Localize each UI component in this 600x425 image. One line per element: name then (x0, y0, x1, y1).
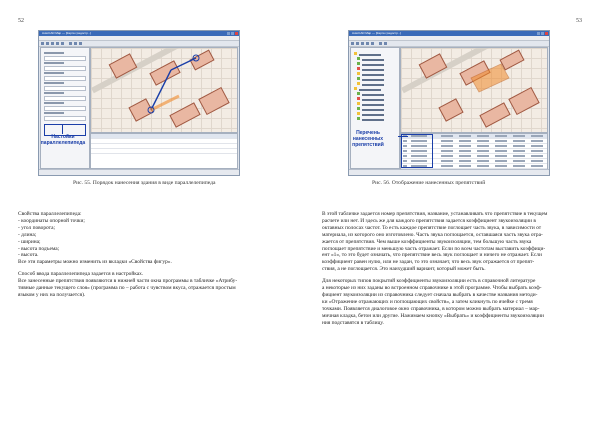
tree-item (357, 117, 384, 120)
toolbar-icon (69, 42, 72, 45)
text-line: коэффициент равен нулю, или не задан, то это означает, что весь звук отражается от препят- (322, 259, 535, 266)
maximize-icon (541, 32, 544, 35)
tree-item (354, 52, 381, 55)
text-line: языком у них на получается). (18, 291, 86, 298)
property-field (44, 96, 86, 101)
property-field (44, 56, 86, 61)
text-line: ки «Отражение отражающих и поглощающих свойств», а затем кликнуть по ячейке с тремя (322, 298, 533, 305)
right-page-number: 53 (576, 18, 582, 24)
text-line: Способ ввода параллелепипеда задается в настройках. (18, 271, 144, 278)
right-paragraph-2 (322, 278, 584, 326)
text-line: ния подставятся в таблицу. (322, 319, 384, 326)
window-title: AutoCAD Map — [Карта градостр...] (42, 31, 92, 35)
left-figure-screenshot (38, 30, 240, 176)
text-line: точками. Появляется диалоговое окно справочника, в котором можно выбрать материал – мар- (322, 305, 540, 312)
text-line: - высота. (18, 252, 39, 259)
left-figure-callout (40, 134, 86, 146)
property-field (44, 86, 86, 91)
minimize-icon (537, 32, 540, 35)
tree-item (357, 82, 384, 85)
left-page-number: 52 (18, 18, 24, 24)
left-figure-caption: Рис. 55. Порядок нанесения здания в виде параллелепипеда (73, 180, 216, 186)
property-label (44, 82, 64, 84)
text-line: ствия, а не поглощается. Это наихудший вариант, который может быть. (322, 266, 486, 273)
attribute-table (90, 133, 238, 169)
property-label (44, 62, 64, 64)
text-line: мичная кладка, бетон или другие. Нажимаем кнопку «Выбрать» и коэффициенты звукоизоляции (322, 312, 544, 319)
close-icon (235, 32, 238, 35)
text-line: расчете или нет. И здесь же для каждого препятствия задается коэффициент звукоизоляции в (322, 217, 536, 224)
toolbar-icon (41, 42, 44, 45)
property-label (44, 52, 64, 54)
property-field (44, 106, 86, 111)
right-figure-caption: Рис. 56. Отображение нанесенных препятствий (372, 180, 486, 186)
tree-item (357, 62, 384, 65)
property-field (44, 116, 86, 121)
property-label (44, 92, 64, 94)
right-figure-screenshot (348, 30, 550, 176)
tree-item (357, 77, 384, 80)
toolbar-icon (56, 42, 59, 45)
text-line: октавных полосах частот. То есть каждое препятствие поглощает часть звука, в зависимости от (322, 224, 542, 231)
layer-tree-panel (350, 47, 400, 169)
toolbar-icon (79, 42, 82, 45)
text-line: - длина; (18, 231, 37, 238)
toolbar-icon (371, 42, 374, 45)
left-paragraph-1 (18, 211, 278, 266)
callout-arrow (62, 125, 63, 134)
left-body-text (18, 211, 278, 304)
tree-item (357, 97, 384, 100)
text-line: фициент звукоизоляции из справочника следует сначала выбрать в качестве названия методи- (322, 291, 538, 298)
text-line: Все эти параметры можно изменить из вкладки «Свойства фигур». (18, 259, 172, 266)
toolbar-icon (46, 42, 49, 45)
toolbar-icon (351, 42, 354, 45)
tree-item (357, 67, 384, 70)
map-view (90, 47, 238, 133)
toolbar-icon (379, 42, 382, 45)
text-line: В этой табличке задается номер препятствия, название, устанавливать что препятствие в текущем (322, 211, 548, 217)
property-field (44, 76, 86, 81)
tree-item (354, 87, 381, 90)
tree-item (357, 72, 384, 75)
drawing-overlay (91, 48, 238, 132)
toolbar-icon (74, 42, 77, 45)
property-label (44, 102, 64, 104)
status-bar (349, 169, 549, 175)
right-figure-callout (340, 130, 396, 148)
highlight-box (401, 134, 433, 168)
left-paragraph-2 (18, 271, 278, 299)
toolbar-icon (384, 42, 387, 45)
text-line: Все занесенные препятствия появляются в нижней части окна программы в табличке «Атрибу- (18, 278, 238, 285)
map-view (400, 47, 548, 133)
property-field (44, 66, 86, 71)
text-line: - ширина; (18, 238, 41, 245)
tree-item (357, 107, 384, 110)
properties-panel (40, 47, 90, 169)
maximize-icon (231, 32, 234, 35)
obstacle-overlay (401, 48, 548, 132)
text-line: - угол поворота; (18, 224, 55, 231)
minimize-icon (227, 32, 230, 35)
text-line: Свойства параллелепипеда: (18, 211, 82, 217)
text-line: - высота подъема; (18, 245, 60, 252)
text-line: жается от препятствия. Чем выше коэффициенты звукоизоляции, тем большую часть звука (322, 238, 532, 245)
text-line: ент «1», то это будет означать, что препятствие весь звук поглощает и ничего не отражает. Если (322, 252, 542, 259)
toolbar-icon (366, 42, 369, 45)
tree-item (357, 57, 384, 60)
text-line: тивные данные текущего слоя» (программа по – работа с чувством вкуса, отражается простым (18, 285, 236, 292)
toolbar-icon (356, 42, 359, 45)
toolbar-icon (61, 42, 64, 45)
callout-text: Настойки параллелепипеда (40, 134, 86, 146)
text-line: материала, из которого оно изготовлено. Часть звука поглощается, оставшаяся часть звука отра- (322, 231, 543, 238)
callout-arrow (398, 136, 408, 137)
callout-text: Перечень нанесенных препятствий (352, 130, 384, 148)
window-title: AutoCAD Map — [Карта градостр...] (352, 31, 402, 35)
right-paragraph-1 (322, 211, 584, 273)
right-body-text (322, 211, 584, 332)
toolbar-icon (51, 42, 54, 45)
status-bar (39, 169, 239, 175)
text-line: поглощает препятствие и меньшую часть отражает. Если по всем частотам выставить коэффици- (322, 245, 546, 252)
tree-item (357, 112, 384, 115)
property-label (44, 72, 64, 74)
toolbar-icon (361, 42, 364, 45)
tree-item (357, 92, 384, 95)
text-line: - координаты опорной точки; (18, 217, 85, 224)
obstacle-table (400, 133, 548, 169)
tree-item (357, 102, 384, 105)
close-icon (545, 32, 548, 35)
property-label (44, 112, 64, 114)
text-line: а некоторые из них заданы во встроенном справочнике в этой программе. Чтобы выбрать коэф- (322, 285, 542, 292)
text-line: Для некоторых типов покрытий коэффициенты звукоизоляции есть в справочной литературе (322, 278, 536, 285)
